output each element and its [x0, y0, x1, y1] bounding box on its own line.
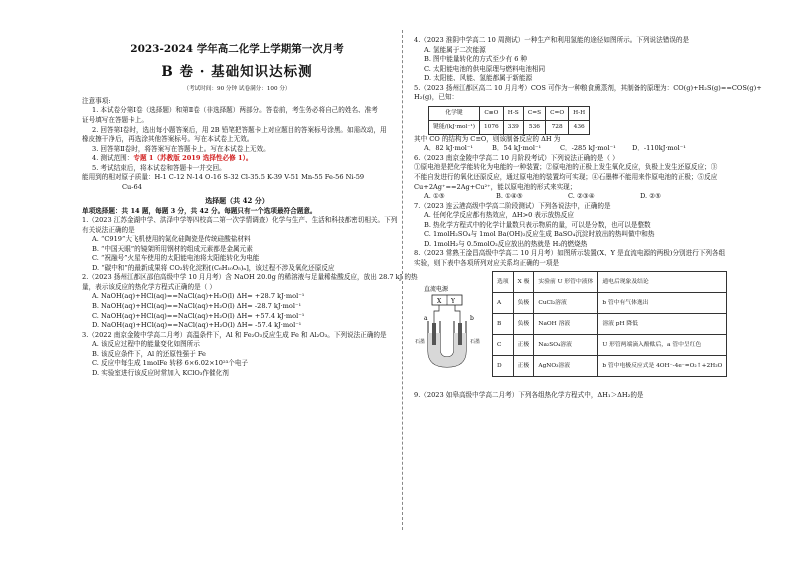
bond-value-cell: 436: [569, 120, 590, 134]
q6-option-d: D. ②⑤: [640, 192, 662, 201]
q8-cell: 正极: [513, 356, 534, 377]
q8-stem-2: 实验，则下表中各项所列对应关系均正确的一项是: [414, 258, 560, 267]
tube-a-label: a: [424, 315, 428, 323]
bond-value-cell: 1076: [479, 120, 503, 134]
bond-head-cell: C=O: [546, 106, 569, 120]
q6-option-b: B. ①④⑤: [496, 192, 523, 201]
note-1b: 证号填写在答题卡上。: [82, 115, 148, 124]
power-label: 直流电源: [424, 286, 449, 294]
q8-cell: b 管中电极反应式是 4OH⁻-4e⁻=O₂↑+2H₂O: [598, 356, 727, 377]
bond-head-cell: C=S: [523, 106, 545, 120]
q5-after: 其中 CO 的结构为 C≡O，则该制备反应的 ΔH 为: [414, 134, 561, 143]
q9-stem: 9.（2023 如皋高级中学高二月考）下列各组热化学方程式中，ΔH₁＞ΔH₂的是: [414, 391, 644, 400]
q3-option-c: C. 反应中每生成 1molFe 转移 6×6.02×10²³个电子: [92, 359, 249, 368]
q2-option-a: A. NaOH(aq)+HCl(aq)==NaCl(aq)+H₂O(l) ΔH= +28.7 kJ·mol⁻¹: [92, 292, 305, 301]
left-column: [82, 28, 418, 378]
bond-table-head: [429, 106, 590, 120]
q1-option-b: B. “中国天眼”的镜架所用钢材的组成元素都是金属元素: [92, 244, 253, 253]
q1-option-d: D. “碳中和”的最新成果将 CO₂转化淀粉[(C₆H₁₀O₅)ₙ]，该过程不涉及氧化还原反应: [92, 263, 335, 272]
q8-cell: 负极: [513, 293, 534, 314]
bond-table-row: [429, 120, 590, 134]
q5-stem-2: H₂(g)，已知：: [414, 93, 459, 102]
q6-option-c: C. ②③④: [568, 192, 595, 201]
q8-cell: NaOH 溶液: [534, 314, 598, 335]
q6-stem: 6.（2023 南京金陵中学高二 10 月阶段考试）下列说法正确的是（ ）: [414, 153, 619, 162]
exam-meta: （考试时间：90 分钟 试卷满分：100 分）: [183, 85, 291, 92]
tube-b-label: b: [470, 315, 474, 323]
q5-option-b: B．54 kJ·mol⁻¹: [492, 144, 542, 153]
atomic-masses-2: Cu-64: [122, 182, 142, 191]
bond-energy-table: [428, 106, 590, 135]
q3-option-a: A. 该反应过程中的能量变化如图所示: [92, 340, 200, 349]
q8-cell: 正极: [513, 335, 534, 356]
q6-options: [414, 192, 724, 202]
q8-cell: A: [493, 293, 514, 314]
section-title: 选择题（共 42 分）: [205, 196, 269, 206]
note-5: 5. 考试结束后，将本试卷和答题卡一并交回。: [92, 163, 226, 172]
q4-option-b: B. 图中能量转化的方式至少有 6 种: [424, 55, 528, 64]
q2-option-c: C. NaOH(aq)+HCl(aq)==NaCl(aq)+H₂O(l) ΔH= +57.4 kJ·mol⁻¹: [92, 311, 305, 320]
atomic-masses: 能用到的相对原子质量：H-1 C-12 N-14 O-16 S-32 Cl-35.5 K-39 V-51 Mn-55 Fe-56 Ni-59: [82, 173, 365, 182]
q8-cell: 负极: [513, 314, 534, 335]
q7-option-b: B. 热化学方程式中的化学计量数只表示物质的量，可以是分数，也可以是整数: [424, 220, 651, 229]
q4-option-c: C. 太阳能电池的供电原理与燃料电池相同: [424, 64, 546, 73]
bond-head-cell: 化学键: [429, 106, 480, 120]
q8-head-cell: 实验前 U 形管中液体: [534, 272, 598, 293]
q8-table-row: [493, 335, 727, 356]
q8-table-row: [493, 293, 727, 314]
note-4: [82, 154, 392, 164]
right-electrode: [458, 323, 462, 345]
q1-stem: 1.（2023 江苏金湖中学、洪泽中学等四校高二第一次学情调查）化学与生产、生活和科技都密切相关。下列: [82, 216, 398, 225]
q1-option-a: A. “C919”大飞机使用的氮化硅陶瓷是传统硅酸盐材料: [92, 235, 251, 244]
q5-option-d: D．-110kJ·mol⁻¹: [632, 144, 686, 153]
q3-stem: 3.（2022 南京金陵中学高二月考）高温条件下，Al 和 Fe₂O₃反应生成 Fe 和 Al₂O₃。下列说法正确的是: [82, 330, 387, 339]
q6-option-a: A. ①⑤: [424, 192, 445, 201]
exam-subtitle: B 卷 · 基础知识达标测: [161, 64, 313, 81]
bond-value-cell: 536: [523, 120, 545, 134]
q8-table-row: [493, 314, 727, 335]
q6-line-2: 不能自发进行的氧化还原反应，通过原电池的装置均可实现；④石墨棒不能用来作原电池的正极；⑤反应: [414, 173, 718, 182]
notes-heading: 注意事项:: [82, 96, 111, 105]
q2-stem: 2.（2023 扬州江都区邵伯高级中学 10 月月考）含 NaOH 20.0g 的稀溶液与足量稀盐酸反应，放出 28.7 kJ 的热: [82, 273, 418, 282]
y-pole-label: Y: [451, 298, 455, 306]
note-1a: 1. 本试卷分第Ⅰ卷（选择题）和第Ⅱ卷（非选择题）两部分。答卷前，考生务必将自己的姓名、准考: [92, 106, 378, 115]
q2-option-b: B. NaOH(aq)+HCl(aq)==NaCl(aq)+H₂O(l) ΔH= -28.7 kJ·mol⁻¹: [92, 301, 302, 310]
bond-head-cell: H-H: [569, 106, 590, 120]
q5-option-c: C．-285 kJ·mol⁻¹: [560, 144, 616, 153]
q1-stem-2: 有关说法正确的是: [82, 225, 135, 234]
q8-table-head: [493, 272, 727, 293]
q3-option-b: B. 该反应条件下，Al 的还原性强于 Fe: [92, 349, 206, 358]
q8-cell: C: [493, 335, 514, 356]
q8-head-cell: 通电后现象及结论: [598, 272, 727, 293]
left-electrode-label: 石墨: [415, 339, 426, 346]
right-electrode-label: 石墨: [470, 339, 481, 346]
bond-head-cell: H-S: [503, 106, 523, 120]
q7-option-d: D. 1molH₂与 0.5molO₂反应放出的热就是 H₂的燃烧热: [424, 239, 588, 248]
bond-head-cell: C≡O: [479, 106, 503, 120]
note-2b: 橡皮擦干净后，再选涂其他答案标号。写在本试卷上无效。: [82, 135, 254, 144]
note-3: 3. 回答第Ⅱ卷时，将答案写在答题卡上。写在本试卷上无效。: [92, 144, 270, 153]
q8-head-cell: X 极: [513, 272, 534, 293]
q5-options: [414, 144, 724, 154]
q8-cell: Na₂SO₄溶液: [534, 335, 598, 356]
q8-cell: CuCl₂溶液: [534, 293, 598, 314]
q5-stem: 5.（2023 扬州江都区高二 10 月月考）COS 可作为一种粮食熏蒸剂，其制备的原理为：CO(g)+H₂S(g)==COS(g)+: [414, 83, 762, 92]
q7-option-c: C. 1molH₂SO₄与 1mol Ba(OH)₂反应生成 BaSO₄沉淀时放出的热叫做中和热: [424, 230, 655, 239]
q8-figure: [414, 271, 724, 373]
q8-table-row: [493, 356, 727, 377]
q8-cell: U 形管两端滴入酚酞后，a 管中呈红色: [598, 335, 727, 356]
q6-line-1: ①原电池是把化学能转化为电能的一种装置；②原电池的正极上发生氧化反应，负极上发生还原反应；③: [414, 163, 718, 172]
q8-stem: 8.（2023 常熟王淦昌高级中学高二 10 月月考）如图所示装置(X、Y 是直流电源的两极)分别进行下列各组: [414, 249, 726, 258]
q7-option-a: A. 任何化学反应都有热效应，ΔH>0 表示放热反应: [424, 211, 574, 220]
q8-table: [492, 271, 727, 377]
q3-option-d: D. 实验室进行该反应时常加入 KClO₃作催化剂: [92, 368, 229, 377]
q2-option-d: D. NaOH(aq)+HCl(aq)==NaCl(aq)+H₂O(l) ΔH= -57.4 kJ·mol⁻¹: [92, 321, 302, 330]
right-column: [414, 36, 762, 401]
q5-option-a: A．82 kJ·mol⁻¹: [424, 144, 474, 153]
q1-option-c: C. “祝融号”火星车使用的太阳能电池将太阳能转化为电能: [92, 254, 260, 263]
x-pole-label: X: [437, 298, 442, 306]
q7-stem: 7.（2023 连云港高级中学高二阶段测试）下列各说法中，正确的是: [414, 201, 611, 210]
note-2a: 2. 回答第Ⅰ卷时，选出每小题答案后，用 2B 铅笔把答题卡上对应题目的答案标号涂黑。如需改动，用: [92, 125, 387, 134]
q2-stem-2: 量，表示该反应的热化学方程式正确的是（ ）: [82, 282, 216, 291]
q4-stem: 4.（2023 淮阴中学高二 10 周测试）一种生产和利用氢能的途径如图所示。下列说法错误的是: [414, 36, 690, 44]
exam-title: 2023-2024 学年高二化学上学期第一次月考: [130, 43, 344, 55]
q8-cell: 溶液 pH 降低: [598, 314, 727, 335]
left-electrode: [432, 323, 436, 345]
q6-line-3: Cu+2Ag⁺==2Ag+Cu²⁺，能以原电池的形式来实现；: [414, 182, 577, 191]
q4-option-d: D. 太阳能、风能、氢能都属于新能源: [424, 74, 533, 83]
bond-value-cell: 728: [546, 120, 569, 134]
u-tube-apparatus-icon: [414, 277, 486, 373]
test-range: 专题 1（苏教版 2019 选择性必修 1）。: [133, 154, 253, 163]
q8-cell: B: [493, 314, 514, 335]
q8-cell: b 管中有气体逸出: [598, 293, 727, 314]
q8-head-cell: 选项: [493, 272, 514, 293]
q4-option-a: A. 氢能属于二次能源: [424, 45, 486, 54]
bond-value-cell: 339: [503, 120, 523, 134]
section-desc: 单项选择题：共 14 题，每题 3 分，共 42 分。每题只有一个选项最符合题意。: [82, 206, 317, 215]
q8-cell: D: [493, 356, 514, 377]
q8-cell: AgNO₃溶液: [534, 356, 598, 377]
note-4-prefix: 4. 测试范围：: [92, 154, 134, 163]
bond-row-label: 键能/(kJ·mol⁻¹): [429, 120, 480, 134]
